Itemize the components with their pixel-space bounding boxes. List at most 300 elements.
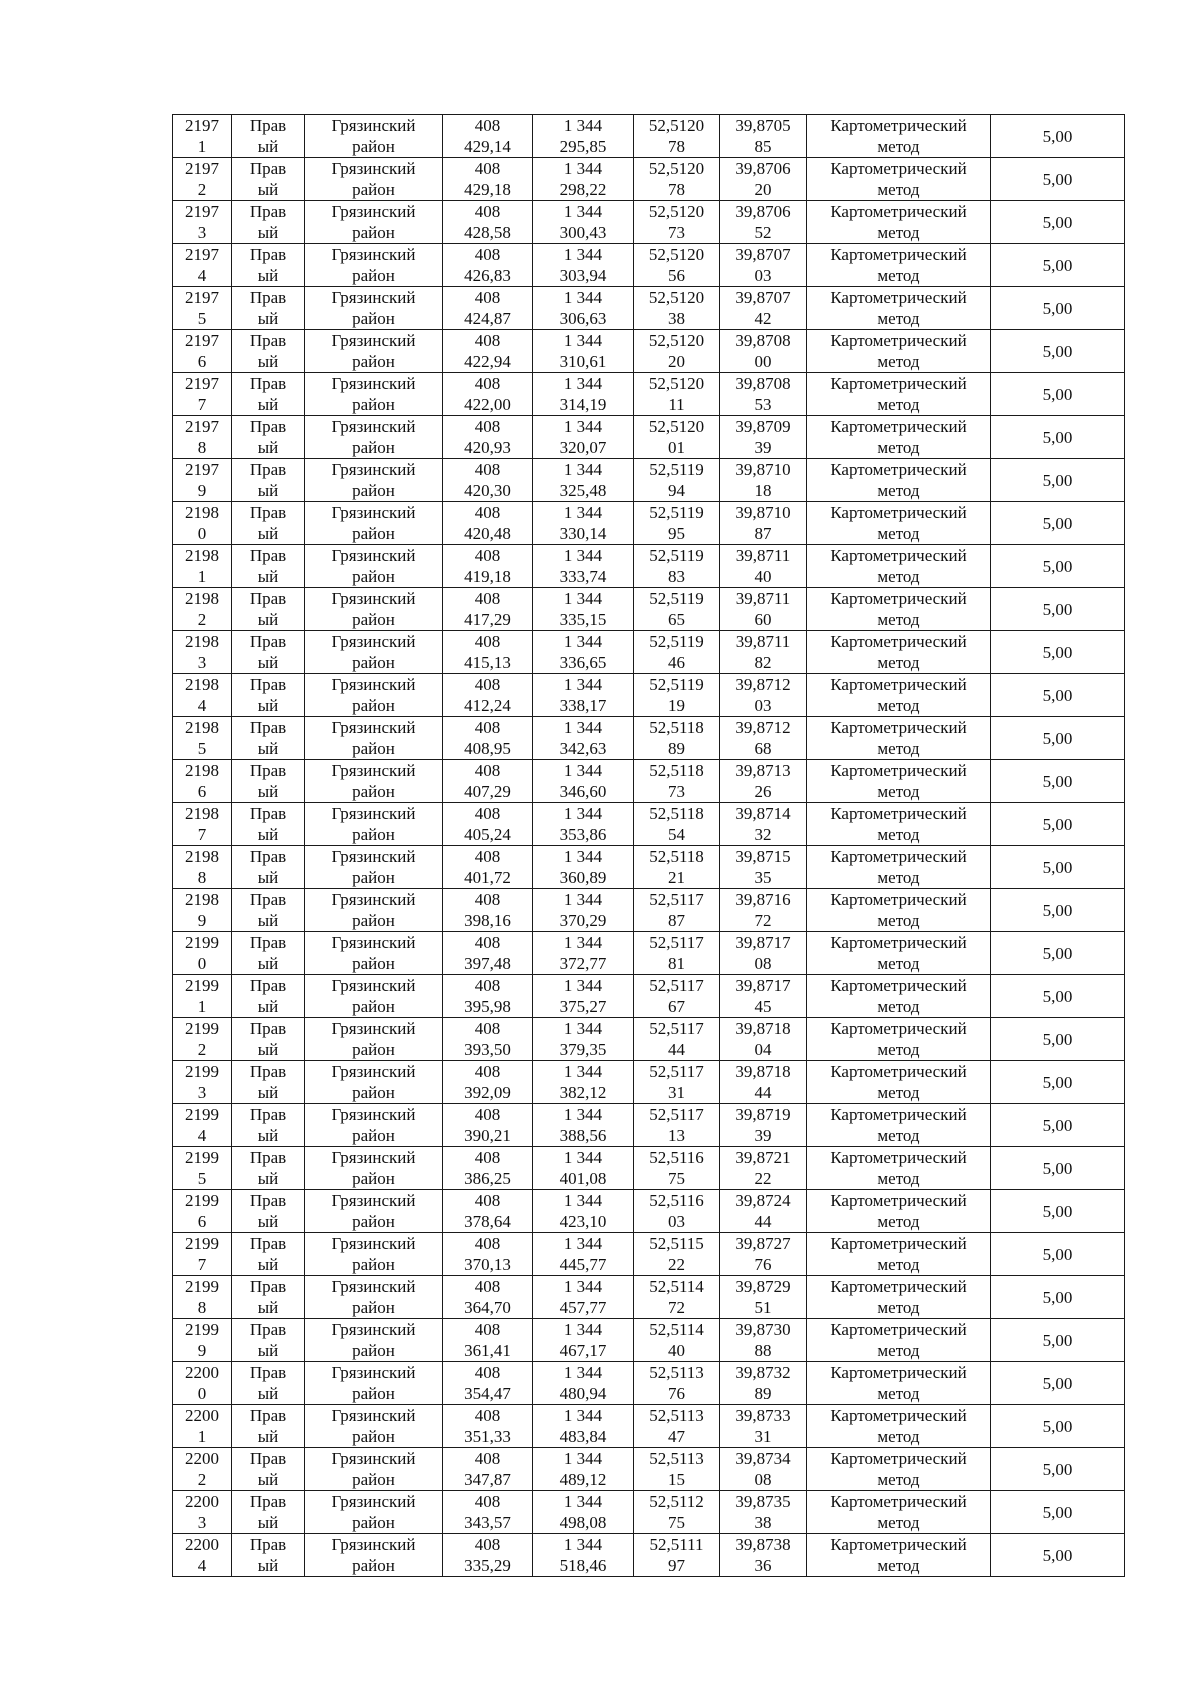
coord-x-cell: [443, 1018, 533, 1061]
coord-y-cell: [533, 502, 634, 545]
method-line-2: метод: [877, 1298, 920, 1317]
bank-side-line-1: Прав: [249, 331, 287, 350]
district-line-2: район: [352, 1169, 395, 1188]
method-line-2: метод: [877, 266, 920, 285]
coord-x-cell: [443, 1534, 533, 1577]
latitude-cell: [634, 1319, 720, 1362]
point-number-line-2: 9: [197, 911, 207, 930]
point-number-cell: [173, 1491, 232, 1534]
coord-y-line-1: 1 344: [563, 1148, 603, 1167]
accuracy-cell: 5,00: [991, 1061, 1125, 1104]
latitude-line-2: 65: [668, 610, 685, 629]
point-number-cell: [173, 1362, 232, 1405]
coord-x-cell: [443, 1233, 533, 1276]
bank-side-cell: [232, 244, 305, 287]
point-number-line-2: 0: [197, 954, 207, 973]
method-line-2: метод: [877, 1427, 920, 1446]
latitude-line-1: 52,5116: [649, 1191, 704, 1210]
method-line-2: метод: [877, 825, 920, 844]
table-row: [173, 1534, 1125, 1577]
district-cell: [305, 416, 443, 459]
coord-x-cell: [443, 932, 533, 975]
latitude-line-1: 52,5120: [648, 288, 705, 307]
latitude-line-2: 47: [668, 1427, 685, 1446]
coord-y-line-2: 467,17: [559, 1341, 607, 1360]
district-cell: [305, 1491, 443, 1534]
coord-y-line-1: 1 344: [563, 1234, 603, 1253]
latitude-line-2: 75: [668, 1169, 685, 1188]
coord-y-line-2: 298,22: [559, 180, 607, 199]
accuracy-cell: 5,00: [991, 459, 1125, 502]
table-row: [173, 932, 1125, 975]
table-row: [173, 502, 1125, 545]
coord-y-line-1: 1 344: [563, 245, 603, 264]
table-row: [173, 674, 1125, 717]
method-line-1: Картометрический: [830, 804, 967, 823]
longitude-cell: [720, 1534, 807, 1577]
coord-y-cell: [533, 1362, 634, 1405]
latitude-line-1: 52,5119: [649, 460, 704, 479]
method-line-2: метод: [877, 1212, 920, 1231]
latitude-cell: [634, 631, 720, 674]
method-line-2: метод: [877, 1470, 920, 1489]
latitude-line-2: 15: [668, 1470, 685, 1489]
method-line-2: метод: [877, 137, 920, 156]
district-line-1: Грязинский: [331, 460, 416, 479]
latitude-line-2: 46: [668, 653, 685, 672]
district-line-2: район: [352, 309, 395, 328]
method-line-1: Картометрический: [830, 1363, 967, 1382]
point-number-cell: [173, 760, 232, 803]
latitude-line-2: 75: [668, 1513, 685, 1532]
coord-x-line-2: 398,16: [464, 911, 511, 930]
longitude-line-2: 31: [754, 1427, 772, 1446]
method-line-1: Картометрический: [830, 460, 967, 479]
coord-x-line-1: 408: [474, 1234, 501, 1253]
district-line-1: Грязинский: [331, 159, 416, 178]
point-number-line-1: 2198: [185, 718, 219, 737]
coord-y-line-1: 1 344: [563, 159, 603, 178]
coord-x-line-2: 419,18: [464, 567, 511, 586]
district-cell: [305, 1276, 443, 1319]
coord-x-line-1: 408: [474, 202, 501, 221]
latitude-line-2: 54: [668, 825, 685, 844]
bank-side-line-1: Прав: [249, 1320, 287, 1339]
coord-y-line-1: 1 344: [563, 1191, 603, 1210]
coord-y-cell: [533, 889, 634, 932]
coord-y-cell: [533, 1276, 634, 1319]
coord-x-line-2: 370,13: [464, 1255, 511, 1274]
bank-side-line-1: Прав: [249, 288, 287, 307]
longitude-line-2: 18: [754, 481, 772, 500]
latitude-cell: [634, 760, 720, 803]
bank-side-cell: [232, 1319, 305, 1362]
point-number-line-2: 4: [197, 1126, 207, 1145]
district-line-2: район: [352, 352, 395, 371]
district-cell: [305, 1018, 443, 1061]
latitude-line-1: 52,5118: [649, 847, 704, 866]
method-cell: [807, 1233, 991, 1276]
coord-y-line-1: 1 344: [563, 1105, 603, 1124]
coord-y-line-1: 1 344: [563, 1363, 603, 1382]
bank-side-cell: [232, 1405, 305, 1448]
district-line-1: Грязинский: [331, 1492, 416, 1511]
bank-side-line-1: Прав: [249, 1363, 287, 1382]
accuracy-cell: 5,00: [991, 201, 1125, 244]
method-cell: [807, 1276, 991, 1319]
district-line-2: район: [352, 1556, 395, 1575]
bank-side-line-1: Прав: [249, 589, 287, 608]
district-cell: [305, 889, 443, 932]
coord-x-line-2: 429,18: [464, 180, 511, 199]
latitude-line-2: 03: [668, 1212, 685, 1231]
coord-y-line-1: 1 344: [563, 1406, 603, 1425]
coord-x-cell: [443, 1362, 533, 1405]
district-cell: [305, 373, 443, 416]
bank-side-line-1: Прав: [249, 1234, 287, 1253]
bank-side-line-1: Прав: [249, 116, 287, 135]
district-cell: [305, 115, 443, 158]
coord-y-line-2: 382,12: [559, 1083, 607, 1102]
method-line-1: Картометрический: [830, 1406, 967, 1425]
longitude-cell: [720, 975, 807, 1018]
bank-side-line-2: ый: [257, 1427, 279, 1446]
district-line-2: район: [352, 1513, 395, 1532]
district-cell: [305, 1362, 443, 1405]
latitude-line-2: 38: [668, 309, 685, 328]
district-line-1: Грязинский: [331, 675, 416, 694]
district-cell: [305, 1405, 443, 1448]
table-row: [173, 373, 1125, 416]
latitude-cell: [634, 201, 720, 244]
district-line-1: Грязинский: [331, 976, 416, 995]
district-line-1: Грязинский: [331, 1234, 416, 1253]
coord-y-cell: [533, 588, 634, 631]
coord-y-line-2: 445,77: [559, 1255, 607, 1274]
method-line-1: Картометрический: [830, 976, 967, 995]
longitude-line-1: 39,8735: [735, 1492, 791, 1511]
accuracy-cell: 5,00: [991, 1491, 1125, 1534]
latitude-line-2: 01: [668, 438, 685, 457]
coord-x-line-2: 361,41: [464, 1341, 511, 1360]
coord-y-line-2: 401,08: [559, 1169, 607, 1188]
coord-y-line-1: 1 344: [563, 933, 603, 952]
coord-y-line-2: 375,27: [559, 997, 607, 1016]
method-cell: [807, 158, 991, 201]
bank-side-line-2: ый: [257, 309, 279, 328]
method-cell: [807, 1147, 991, 1190]
point-number-cell: [173, 846, 232, 889]
longitude-cell: [720, 803, 807, 846]
coord-y-line-1: 1 344: [563, 546, 603, 565]
method-line-2: метод: [877, 653, 920, 672]
bank-side-cell: [232, 674, 305, 717]
district-cell: [305, 760, 443, 803]
longitude-line-2: 03: [754, 266, 772, 285]
longitude-cell: [720, 631, 807, 674]
coord-x-line-2: 335,29: [464, 1556, 511, 1575]
latitude-cell: [634, 1061, 720, 1104]
longitude-cell: [720, 330, 807, 373]
bank-side-cell: [232, 889, 305, 932]
accuracy-cell: 5,00: [991, 1448, 1125, 1491]
point-number-line-2: 3: [197, 653, 207, 672]
bank-side-cell: [232, 975, 305, 1018]
point-number-line-1: 2198: [185, 546, 219, 565]
method-line-2: метод: [877, 1083, 920, 1102]
method-line-2: метод: [877, 1341, 920, 1360]
district-line-1: Грязинский: [331, 890, 416, 909]
longitude-line-2: 39: [754, 1126, 772, 1145]
point-number-line-2: 1: [197, 567, 207, 586]
table-row: [173, 330, 1125, 373]
coord-y-line-1: 1 344: [563, 460, 603, 479]
district-cell: [305, 330, 443, 373]
bank-side-cell: [232, 1491, 305, 1534]
point-number-line-2: 3: [197, 1083, 207, 1102]
table-row: [173, 115, 1125, 158]
district-line-2: район: [352, 997, 395, 1016]
point-number-line-1: 2198: [185, 632, 219, 651]
bank-side-cell: [232, 373, 305, 416]
coord-x-cell: [443, 1276, 533, 1319]
latitude-cell: [634, 502, 720, 545]
method-cell: [807, 1104, 991, 1147]
coord-y-cell: [533, 416, 634, 459]
point-number-cell: [173, 115, 232, 158]
coord-x-cell: [443, 373, 533, 416]
district-line-2: район: [352, 438, 395, 457]
latitude-line-1: 52,5114: [649, 1320, 704, 1339]
bank-side-cell: [232, 201, 305, 244]
longitude-line-2: 40: [754, 567, 772, 586]
coord-x-line-2: 426,83: [464, 266, 511, 285]
point-number-cell: [173, 459, 232, 502]
longitude-line-2: 08: [754, 954, 772, 973]
bank-side-line-1: Прав: [249, 546, 287, 565]
point-number-cell: [173, 1448, 232, 1491]
coord-x-line-1: 408: [474, 116, 501, 135]
coord-x-line-1: 408: [474, 804, 501, 823]
longitude-line-1: 39,8733: [735, 1406, 791, 1425]
latitude-line-1: 52,5120: [648, 374, 705, 393]
coord-y-line-1: 1 344: [563, 1535, 603, 1554]
coord-x-line-2: 343,57: [464, 1513, 511, 1532]
bank-side-cell: [232, 846, 305, 889]
point-number-line-2: 8: [197, 868, 207, 887]
point-number-cell: [173, 1405, 232, 1448]
point-number-line-2: 2: [197, 610, 207, 629]
longitude-line-1: 39,8719: [735, 1105, 791, 1124]
table-row: [173, 631, 1125, 674]
coord-y-line-2: 483,84: [559, 1427, 607, 1446]
latitude-line-1: 52,5113: [649, 1449, 704, 1468]
coord-y-line-2: 314,19: [559, 395, 607, 414]
coord-y-line-1: 1 344: [563, 804, 603, 823]
method-cell: [807, 717, 991, 760]
longitude-cell: [720, 1448, 807, 1491]
longitude-cell: [720, 459, 807, 502]
table-row: [173, 803, 1125, 846]
method-line-1: Картометрический: [830, 245, 967, 264]
longitude-line-2: 38: [754, 1513, 772, 1532]
coord-x-line-1: 408: [474, 1105, 501, 1124]
coord-y-line-2: 346,60: [559, 782, 607, 801]
accuracy-cell: 5,00: [991, 889, 1125, 932]
coord-y-cell: [533, 1104, 634, 1147]
bank-side-cell: [232, 631, 305, 674]
district-line-1: Грязинский: [331, 804, 416, 823]
method-line-1: Картометрический: [830, 1019, 967, 1038]
coord-y-line-1: 1 344: [563, 976, 603, 995]
table-row: [173, 545, 1125, 588]
coord-y-line-2: 388,56: [559, 1126, 607, 1145]
point-number-line-1: 2197: [185, 374, 219, 393]
point-number-line-1: 2198: [185, 804, 219, 823]
coord-y-line-1: 1 344: [563, 202, 603, 221]
district-line-1: Грязинский: [331, 245, 416, 264]
district-line-1: Грязинский: [331, 1277, 416, 1296]
method-cell: [807, 803, 991, 846]
coord-x-cell: [443, 1190, 533, 1233]
coord-y-line-2: 480,94: [559, 1384, 607, 1403]
point-number-line-2: 4: [197, 1556, 207, 1575]
bank-side-line-1: Прав: [249, 159, 287, 178]
method-line-1: Картометрический: [830, 847, 967, 866]
longitude-line-1: 39,8712: [735, 675, 791, 694]
coord-x-line-2: 407,29: [464, 782, 511, 801]
longitude-cell: [720, 287, 807, 330]
point-number-line-1: 2199: [185, 1148, 219, 1167]
point-number-cell: [173, 287, 232, 330]
accuracy-cell: 5,00: [991, 373, 1125, 416]
point-number-line-1: 2199: [185, 1234, 219, 1253]
longitude-cell: [720, 1362, 807, 1405]
coord-x-cell: [443, 459, 533, 502]
coord-x-cell: [443, 287, 533, 330]
bank-side-line-1: Прав: [249, 675, 287, 694]
longitude-line-2: 22: [754, 1169, 772, 1188]
latitude-line-1: 52,5119: [649, 503, 704, 522]
point-number-line-2: 1: [197, 997, 207, 1016]
longitude-line-2: 60: [754, 610, 772, 629]
longitude-cell: [720, 545, 807, 588]
bank-side-line-2: ый: [257, 352, 279, 371]
latitude-cell: [634, 287, 720, 330]
district-line-2: район: [352, 481, 395, 500]
point-number-line-2: 6: [197, 352, 207, 371]
longitude-cell: [720, 158, 807, 201]
coord-x-cell: [443, 1491, 533, 1534]
longitude-cell: [720, 846, 807, 889]
latitude-line-1: 52,5119: [649, 546, 704, 565]
latitude-line-2: 11: [668, 395, 685, 414]
latitude-cell: [634, 846, 720, 889]
longitude-line-1: 39,8711: [735, 632, 791, 651]
coord-x-cell: [443, 975, 533, 1018]
table-row: [173, 158, 1125, 201]
district-line-2: район: [352, 1427, 395, 1446]
coord-x-line-2: 420,93: [464, 438, 511, 457]
coord-x-line-1: 408: [474, 1406, 501, 1425]
latitude-cell: [634, 588, 720, 631]
table-row: [173, 416, 1125, 459]
method-line-1: Картометрический: [830, 1148, 967, 1167]
district-cell: [305, 846, 443, 889]
point-number-cell: [173, 330, 232, 373]
longitude-line-1: 39,8706: [735, 202, 791, 221]
method-line-2: метод: [877, 696, 920, 715]
point-number-cell: [173, 1276, 232, 1319]
latitude-cell: [634, 1104, 720, 1147]
method-cell: [807, 287, 991, 330]
accuracy-cell: 5,00: [991, 545, 1125, 588]
bank-side-line-2: ый: [257, 653, 279, 672]
longitude-cell: [720, 1104, 807, 1147]
bank-side-line-1: Прав: [249, 417, 287, 436]
latitude-line-2: 73: [668, 782, 685, 801]
district-cell: [305, 1147, 443, 1190]
coord-x-line-2: 408,95: [464, 739, 511, 758]
coord-y-cell: [533, 1018, 634, 1061]
accuracy-cell: 5,00: [991, 631, 1125, 674]
latitude-cell: [634, 674, 720, 717]
district-line-2: район: [352, 1298, 395, 1317]
bank-side-line-1: Прав: [249, 1449, 287, 1468]
district-line-1: Грязинский: [331, 288, 416, 307]
bank-side-line-1: Прав: [249, 718, 287, 737]
longitude-cell: [720, 1491, 807, 1534]
coord-x-line-2: 386,25: [464, 1169, 511, 1188]
point-number-line-2: 2: [197, 1470, 207, 1489]
point-number-cell: [173, 631, 232, 674]
district-cell: [305, 1104, 443, 1147]
latitude-line-2: 67: [668, 997, 685, 1016]
point-number-line-1: 2200: [185, 1449, 219, 1468]
district-line-1: Грязинский: [331, 1062, 416, 1081]
coord-x-line-1: 408: [474, 1277, 501, 1296]
district-line-2: район: [352, 567, 395, 586]
coord-y-cell: [533, 1491, 634, 1534]
district-line-2: район: [352, 653, 395, 672]
latitude-cell: [634, 1362, 720, 1405]
coord-y-line-1: 1 344: [563, 675, 603, 694]
method-line-1: Картометрический: [830, 417, 967, 436]
longitude-line-1: 39,8729: [735, 1277, 791, 1296]
longitude-line-1: 39,8710: [735, 460, 791, 479]
method-line-1: Картометрический: [830, 159, 967, 178]
longitude-line-2: 76: [754, 1255, 772, 1274]
latitude-cell: [634, 975, 720, 1018]
district-line-2: район: [352, 868, 395, 887]
latitude-line-2: 97: [668, 1556, 685, 1575]
point-number-line-2: 2: [197, 1040, 207, 1059]
point-number-line-1: 2200: [185, 1535, 219, 1554]
coord-y-line-1: 1 344: [563, 288, 603, 307]
point-number-line-2: 4: [197, 696, 207, 715]
table-row: [173, 201, 1125, 244]
latitude-line-1: 52,5120: [648, 417, 705, 436]
point-number-line-1: 2197: [185, 159, 219, 178]
latitude-line-1: 52,5113: [649, 1406, 704, 1425]
district-cell: [305, 1534, 443, 1577]
point-number-line-2: 6: [197, 1212, 207, 1231]
accuracy-cell: 5,00: [991, 115, 1125, 158]
longitude-cell: [720, 717, 807, 760]
method-line-2: метод: [877, 1040, 920, 1059]
district-cell: [305, 717, 443, 760]
method-cell: [807, 201, 991, 244]
